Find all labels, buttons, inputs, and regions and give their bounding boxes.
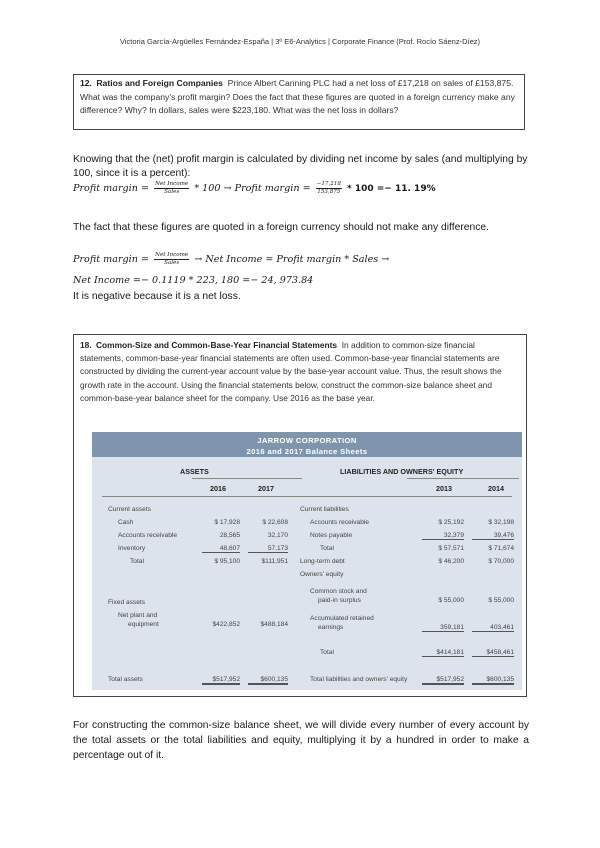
assets-header: ASSETS — [180, 467, 209, 476]
cell-value: $ 32,198 — [488, 519, 514, 526]
cell-value: $ 70,000 — [488, 558, 514, 565]
cell-value: $458,461 — [472, 649, 514, 657]
year-column: 2014 — [488, 484, 504, 493]
page-header: Victoria García-Argüelles Fernández-España | 3º E6-Analytics | Corporate Finance (Prof. Rocío Sáenz-Díez) — [120, 37, 480, 46]
row-label: Total — [320, 649, 334, 656]
eq-result: * 100 =− 11. 19% — [347, 184, 436, 194]
row-label: equipment — [128, 621, 159, 628]
fraction-denominator: Sales — [164, 260, 180, 266]
eq-rest: → Net Income = Profit margin * Sales → — [194, 254, 390, 265]
cell-value: $ 95,100 — [214, 558, 240, 565]
table-header — [92, 432, 522, 457]
currency-note: The fact that these figures are quoted in a foreign currency should not make any difference. — [73, 222, 489, 233]
cell-value: $ 17,928 — [214, 519, 240, 526]
row-label: Accounts receivable — [310, 519, 370, 526]
fraction-values — [316, 181, 342, 196]
row-label: Total — [130, 558, 144, 565]
negative-note: It is negative because it is a net loss. — [73, 291, 241, 302]
question-text: In addition to common-size financial statements, common-base-year financial statements are often used. Common-base-year financial statements are constructed by dividing the current-year account value by the base-year account value. Thus, the result shows the growth rate in the account. Using the financial statements below, construct the common-size balance sheet and common-base-year balance sheet for the company. Use 2016 as the base year. — [80, 340, 502, 403]
cell-value: 359,181 — [422, 624, 464, 632]
question-number: 18. — [80, 340, 92, 350]
question-number: 12. — [80, 78, 92, 88]
row-label: Notes payable — [310, 532, 353, 539]
fraction-numerator: −17,218 — [316, 181, 341, 187]
year-column: 2016 — [210, 484, 226, 493]
profit-margin-equation — [73, 181, 436, 196]
cell-value: 48,607 — [202, 545, 240, 553]
row-label: Current liabilities — [300, 506, 349, 513]
table-title: JARROW CORPORATION — [257, 436, 357, 445]
row-label: Total liabilities and owners' equity — [310, 676, 408, 683]
cell-value: $111,951 — [261, 558, 288, 565]
cell-value: $ 46,200 — [438, 558, 464, 565]
eq-result: Net Income =− 0.1119 * 223, 180 =− 24, 973.84 — [73, 275, 314, 286]
cell-value: 57,173 — [248, 545, 288, 553]
cell-value: $ 22,608 — [262, 519, 288, 526]
cell-value: $517,952 — [422, 676, 464, 685]
cell-value: $600,135 — [248, 676, 288, 685]
fraction-numerator: Net Income — [155, 252, 189, 258]
fraction — [154, 181, 189, 196]
question-title: Common-Size and Common-Base-Year Financial Statements — [95, 340, 338, 350]
row-label: Inventory — [118, 545, 146, 552]
question-12-box — [73, 74, 525, 130]
eq-lhs: Profit margin = — [73, 254, 150, 265]
cell-value: $ 25,192 — [438, 519, 464, 526]
fraction-denominator: 153,875 — [317, 189, 341, 195]
year-column: 2013 — [436, 484, 452, 493]
row-label: Owners' equity — [300, 571, 344, 578]
year-column: 2017 — [258, 484, 274, 493]
eq-middle: * 100 → Profit margin = — [194, 183, 311, 194]
cell-value: 403,461 — [472, 624, 514, 632]
cell-value: $414,181 — [422, 649, 464, 657]
row-label: Long-term debt — [300, 558, 345, 565]
cell-value: $ 71,674 — [488, 545, 514, 552]
cell-value: $422,852 — [212, 621, 240, 628]
cell-value: $ 57,571 — [438, 545, 464, 552]
fraction-denominator: Sales — [164, 189, 180, 195]
cell-value: 28,565 — [219, 532, 240, 539]
row-label: earnings — [318, 624, 344, 631]
common-size-explanation: For constructing the common-size balance sheet, we will divide every number of every account by the total assets or the total liabilities and equity, multiplying it by a hundred in order to make a percentage out of it. — [73, 720, 529, 761]
liabilities-header: LIABILITIES AND OWNERS' EQUITY — [340, 467, 464, 476]
answer-intro: Knowing that the (net) profit margin is calculated by dividing net income by sales (and multiplying by 100, since it is a percent): — [73, 154, 528, 179]
row-label: Fixed assets — [108, 599, 146, 606]
fraction — [154, 252, 189, 267]
table-subtitle: 2016 and 2017 Balance Sheets — [246, 446, 368, 456]
row-label: Total assets — [108, 676, 143, 683]
cell-value: $488,184 — [260, 621, 288, 628]
question-title: Ratios and Foreign Companies — [96, 78, 223, 88]
cell-value: 39,476 — [472, 532, 514, 540]
net-income-result — [73, 275, 313, 286]
row-label: Cash — [118, 519, 134, 526]
row-label: Accumulated retained — [310, 615, 374, 622]
net-income-equation — [73, 252, 389, 267]
row-label: Common stock and — [310, 588, 367, 595]
cell-value: $600,135 — [472, 676, 514, 685]
row-label: Current assets — [108, 506, 151, 513]
balance-sheet-table — [92, 432, 522, 690]
row-label: paid-in surplus — [318, 597, 361, 604]
cell-value: $517,952 — [202, 676, 240, 685]
cell-value: 32,170 — [267, 532, 288, 539]
question-text: Prince Albert Canning PLC had a net loss of £17,218 on sales of £153,875. What was the company's profit margin? Does the fact that these figures are quoted in a foreign currency make any difference? Why? In dollars, sales were $223,180. What was the net loss in dollars? — [80, 78, 515, 116]
fraction-numerator: Net Income — [155, 181, 189, 187]
cell-value: $ 55,000 — [488, 597, 514, 604]
eq-lhs: Profit margin = — [73, 183, 150, 194]
row-label: Accounts receivable — [118, 532, 178, 539]
cell-value: 32,379 — [422, 532, 464, 540]
row-label: Total — [320, 545, 334, 552]
question-18-text-block — [80, 339, 520, 405]
cell-value: $ 55,000 — [438, 597, 464, 604]
row-label: Net plant and — [118, 612, 158, 619]
